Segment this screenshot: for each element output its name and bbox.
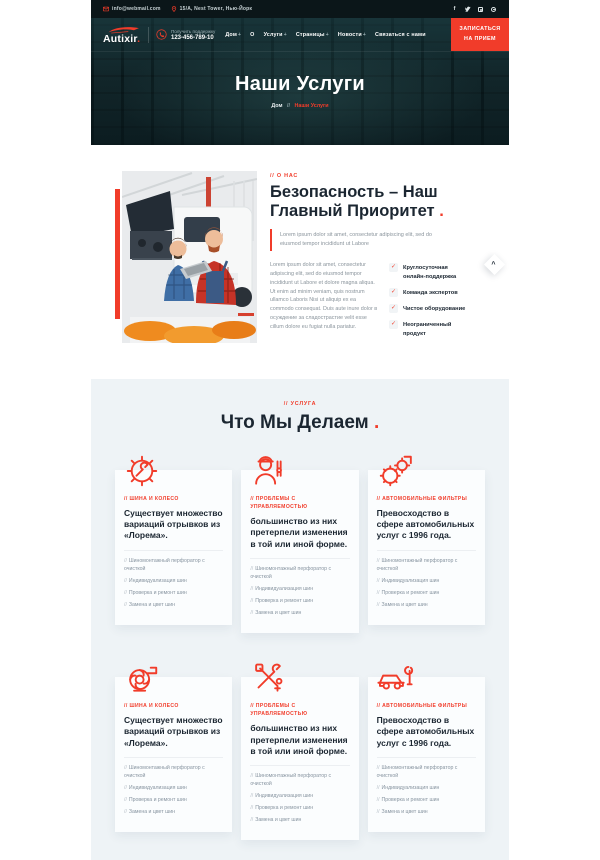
services-section (91, 379, 509, 860)
dropdown-caret: + (362, 31, 366, 38)
dropdown-caret: + (283, 31, 287, 38)
card-divider (250, 558, 349, 559)
site-container (91, 0, 509, 860)
red-accent-strip (115, 189, 120, 319)
hero-content (91, 52, 509, 109)
service-list-item: // Проверка и ремонт шин (124, 589, 187, 596)
service-card (115, 659, 232, 832)
service-card (241, 452, 358, 633)
envelope-icon (103, 6, 109, 12)
check-icon: ✓ (390, 288, 397, 295)
service-list-item: // Индивидуализация шин (124, 577, 187, 584)
nav-item-news[interactable]: Новости+ (337, 31, 366, 38)
check-icon: ✓ (390, 264, 397, 271)
logo-dot: . (137, 32, 141, 45)
nav-item-contact[interactable]: Связаться с нами (375, 31, 426, 38)
feature-item: ✓ Круглосуточная онлайн-поддержка (390, 264, 457, 280)
feature-item: ✓ Команда экспертов (390, 288, 458, 296)
service-category: // ШИНА И КОЛЕСО (124, 703, 179, 710)
service-heading[interactable]: большинство из них претерпели изменения в той или иной форме. (250, 723, 348, 756)
about-image-block (115, 171, 257, 345)
nav-item-services[interactable]: Услуги+ (263, 31, 287, 38)
gears-icon (376, 452, 414, 490)
services-tag: // УСЛУГА (283, 400, 317, 407)
check-icon: ✓ (390, 305, 397, 312)
mechanic-icon (249, 452, 287, 490)
service-card (241, 659, 358, 840)
service-card (115, 452, 232, 625)
service-list-item: // Проверка и ремонт шин (376, 797, 440, 804)
feature-item: ✓ Неограниченный продукт (390, 321, 452, 337)
nav-item-pages[interactable]: Страницы+ (295, 31, 329, 38)
about-title: Безопасность – Наш Главный Приоритет . (270, 183, 444, 220)
gear-wrench-icon (123, 452, 161, 490)
about-tag: // О НАС (270, 173, 299, 179)
service-list-item: // Замена и цвет шин (376, 601, 428, 608)
breadcrumb (91, 103, 509, 109)
service-list-item: // Шиномонтажный перфоратор с очисткой (376, 557, 458, 572)
logo-text: Autixir (103, 32, 138, 45)
card-divider (377, 550, 476, 551)
service-category: // ПРОБЛЕМЫ С УПРАВЛЯЕМОСТЬЮ (250, 703, 308, 718)
card-divider (124, 757, 223, 758)
breadcrumb-home-link[interactable]: Дом (271, 103, 283, 109)
service-list-item: // Проверка и ремонт шин (250, 598, 314, 604)
service-list-item: // Индивидуализация шин (250, 793, 314, 800)
crossed-tools-icon (249, 659, 287, 697)
topbar-email-link[interactable] (103, 6, 161, 12)
service-category: // ПРОБЛЕМЫ С УПРАВЛЯЕМОСТЬЮ (250, 495, 308, 511)
support-phone-number: 123-456-789-10 (171, 34, 214, 41)
service-heading[interactable]: Превосходство в сфере автомобильных услуг с 1996 года. (376, 508, 475, 541)
topbar-email: info@webmail.com (112, 6, 161, 12)
service-list-item: // Индивидуализация шин (250, 585, 314, 592)
map-pin-icon (171, 6, 177, 12)
about-features (389, 261, 485, 345)
nav-item-about[interactable]: О (250, 31, 255, 38)
topbar-location (171, 6, 252, 12)
topbar (91, 0, 509, 18)
card-divider (377, 757, 476, 758)
hero-section (91, 18, 509, 145)
main-nav (225, 32, 425, 38)
support-phone[interactable] (156, 29, 215, 41)
dropdown-caret: + (238, 31, 242, 38)
chevron-up-icon: ^ (491, 261, 496, 269)
service-cards-grid (115, 452, 485, 841)
service-list-item: // Шиномонтажный перфоратор с очисткой (376, 764, 458, 779)
instagram-icon[interactable] (477, 6, 484, 13)
service-heading[interactable]: Существует множество вариаций отрывков из «Лорема». (124, 508, 223, 541)
phone-icon (156, 29, 167, 40)
service-category: // АВТОМОБИЛЬНЫЕ ФИЛЬТРЫ (376, 703, 468, 710)
service-list-item: // Индивидуализация шин (376, 785, 440, 792)
card-divider (124, 550, 223, 551)
support-label: Получить поддержку (171, 28, 216, 34)
service-list-item: // Шиномонтажный перфоратор с очисткой (250, 565, 332, 580)
about-quote: Lorem ipsum dolor sit amet, consectetur adipiscing elit, sed do eiusmod tempor incididunt ut Labore (270, 229, 440, 252)
service-heading[interactable]: Существует множество вариаций отрывков из «Лорема». (124, 715, 223, 748)
service-list-item: // Замена и цвет шин (124, 601, 176, 608)
card-divider (250, 765, 349, 766)
turbo-icon (123, 659, 161, 697)
check-icon: ✓ (390, 321, 397, 328)
twitter-icon[interactable] (464, 6, 471, 13)
service-list-item: // Проверка и ремонт шин (124, 797, 187, 804)
topbar-location-text: 15/A, Nest Tower, Нью-Йорк (179, 6, 253, 12)
service-heading[interactable]: Превосходство в сфере автомобильных услуг с 1996 года. (376, 715, 475, 748)
service-card (368, 659, 485, 832)
scroll-up-button[interactable] (484, 254, 505, 275)
service-list-item: // Индивидуализация шин (124, 785, 187, 792)
main-header (91, 18, 509, 52)
breadcrumb-current: Наши Услуги (294, 103, 329, 109)
service-list-item: // Замена и цвет шин (250, 610, 302, 617)
logo[interactable] (103, 25, 141, 45)
appointment-button[interactable]: ЗАПИСАТЬСЯ НА ПРИЕМ (451, 18, 509, 51)
service-card (368, 452, 485, 625)
services-title: Что Мы Делаем . (220, 411, 380, 433)
service-heading[interactable]: большинство из них претерпели изменения в той или иной форме. (250, 516, 348, 549)
dropdown-caret: + (325, 31, 329, 38)
header-divider (148, 27, 149, 43)
service-list-item: // Шиномонтажный перфоратор с очисткой (124, 764, 205, 779)
car-wrench-icon (376, 659, 414, 697)
service-list-item: // Замена и цвет шин (250, 817, 302, 824)
page-title: Наши Услуги (235, 73, 365, 95)
about-paragraph: Lorem ipsum dolor sit amet, consectetur adipiscing elit, sed do eiusmod tempor incididunt ut Labore et dolore magna aliqua. Ut enim ad minim veniam, quis nostrum ullamco Laboris Nisi ut aliquip ex ea commodo consequat. Duis aute inure dolor в осуждение за сладострастие velit esse cillum dolore eu fugiat nulla pariatur. (270, 262, 378, 330)
about-content (270, 171, 485, 345)
service-list-item: // Замена и цвет шин (376, 809, 428, 816)
pinterest-icon[interactable] (490, 6, 497, 13)
service-category: // АВТОМОБИЛЬНЫЕ ФИЛЬТРЫ (376, 495, 468, 502)
about-section (91, 145, 509, 379)
service-category: // ШИНА И КОЛЕСО (124, 495, 179, 502)
mechanics-photo (122, 171, 257, 343)
service-list-item: // Проверка и ремонт шин (376, 589, 440, 596)
service-list-item: // Шиномонтажный перфоратор с очисткой (124, 557, 205, 572)
feature-item: ✓ Чистое оборудование (390, 305, 466, 313)
nav-item-home[interactable]: Дом+ (225, 31, 242, 38)
service-list-item: // Замена и цвет шин (124, 809, 176, 816)
service-list-item: // Индивидуализация шин (376, 577, 440, 584)
social-links (451, 6, 497, 13)
breadcrumb-separator: // (287, 103, 290, 109)
service-list-item: // Шиномонтажный перфоратор с очисткой (250, 773, 332, 788)
service-list-item: // Проверка и ремонт шин (250, 805, 314, 812)
facebook-icon[interactable]: f (453, 6, 456, 12)
